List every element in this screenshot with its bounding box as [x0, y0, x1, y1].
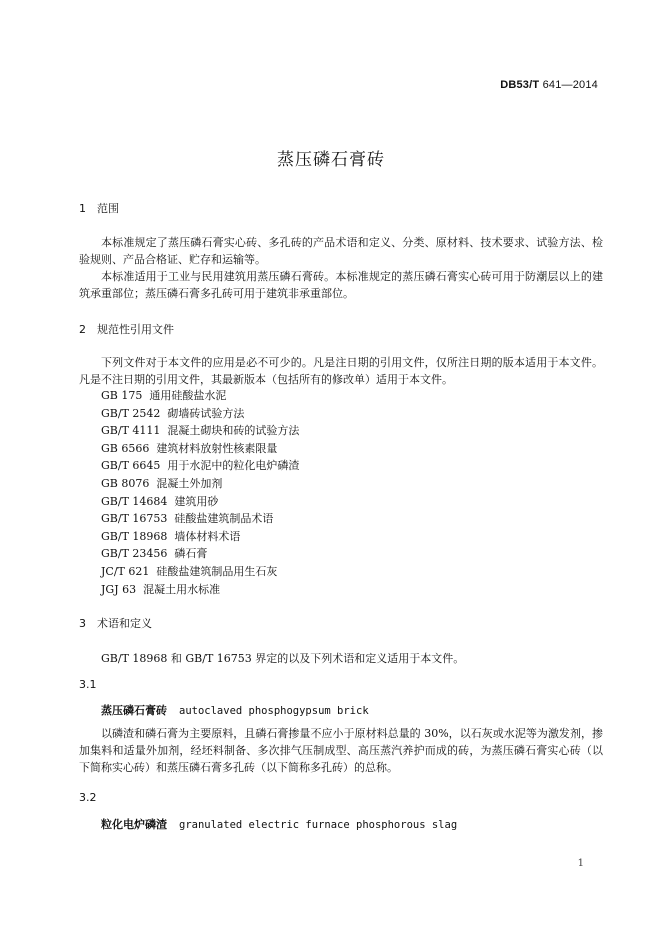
- reference-item: GB/T 16753 硅酸盐建筑制品术语: [101, 512, 274, 526]
- section-1-paragraph-1: 本标准规定了蒸压磷石膏实心砖、多孔砖的产品术语和定义、分类、原材料、技术要求、试验方法、检验规则、产品合格证、贮存和运输等。: [79, 236, 603, 266]
- term-heading: [101, 816, 457, 832]
- reference-item: GB/T 4111 混凝土砌块和砖的试验方法: [101, 424, 300, 438]
- section-title: 术语和定义: [97, 617, 152, 630]
- document-title: 蒸压磷石膏砖: [277, 150, 385, 170]
- section-number: 1: [79, 202, 86, 215]
- reference-item: GB/T 14684 建筑用砂: [101, 494, 219, 508]
- reference-item: GB/T 2542 砌墙砖试验方法: [101, 406, 245, 420]
- page-number: 1: [577, 858, 584, 869]
- reference-item: JGJ 63 混凝土用水标准: [101, 582, 221, 596]
- section-1-paragraph-2: 本标准适用于工业与民用建筑用蒸压磷石膏砖。本标准规定的蒸压磷石膏实心砖可用于防潮层以上的建筑承重部位；蒸压磷石膏多孔砖可用于建筑非承重部位。: [79, 270, 603, 300]
- reference-item: JC/T 621 硅酸盐建筑制品用生石灰: [101, 564, 278, 578]
- term-chinese: 蒸压磷石膏砖: [101, 704, 167, 717]
- section-number: 3: [79, 617, 86, 630]
- standard-code-number: 641—2014: [539, 79, 598, 91]
- section-1-heading: [79, 200, 119, 216]
- section-3-intro: GB/T 18968 和 GB/T 16753 界定的以及下列术语和定义适用于本文件。: [101, 652, 465, 665]
- term-chinese: 粒化电炉磷渣: [101, 818, 167, 831]
- standard-code-prefix: DB53/T: [500, 79, 540, 91]
- term-number: 3.2: [79, 791, 97, 804]
- section-2-heading: [79, 321, 174, 337]
- section-title: 范围: [97, 202, 119, 215]
- reference-item: GB/T 6645 用于水泥中的粒化电炉磷渣: [101, 459, 300, 473]
- term-english: autoclaved phosphogypsum brick: [179, 705, 369, 717]
- standard-code: [500, 79, 598, 91]
- section-title: 规范性引用文件: [97, 323, 174, 336]
- reference-item: GB 175 通用硅酸盐水泥: [101, 389, 227, 402]
- section-3-heading: [79, 615, 152, 631]
- reference-item: GB 6566 建筑材料放射性核素限量: [101, 441, 278, 455]
- section-number: 2: [79, 323, 86, 336]
- reference-item: GB 8076 混凝土外加剂: [101, 476, 223, 490]
- reference-item: GB/T 23456 磷石膏: [101, 547, 208, 561]
- term-definition: 以磷渣和磷石膏为主要原料，且磷石膏掺量不应小于原材料总量的 30%，以石灰或水泥等为激发剂，掺加集料和适量外加剂，经坯料制备、多次排气压制成型、高压蒸汽养护而成的砖，为蒸压磷石膏实心砖（以下简称实心砖）和蒸压磷石膏多孔砖（以下简称多孔砖）的总称。: [79, 727, 603, 774]
- reference-list: [101, 387, 299, 598]
- reference-item: GB/T 18968 墙体材料术语: [101, 529, 241, 543]
- term-heading: [101, 702, 369, 718]
- section-2-intro: 下列文件对于本文件的应用是必不可少的。凡是注日期的引用文件，仅所注日期的版本适用于本文件。凡是不注日期的引用文件，其最新版本（包括所有的修改单）适用于本文件。: [79, 356, 603, 386]
- term-number: 3.1: [79, 678, 97, 691]
- term-english: granulated electric furnace phosphorous slag: [179, 819, 458, 831]
